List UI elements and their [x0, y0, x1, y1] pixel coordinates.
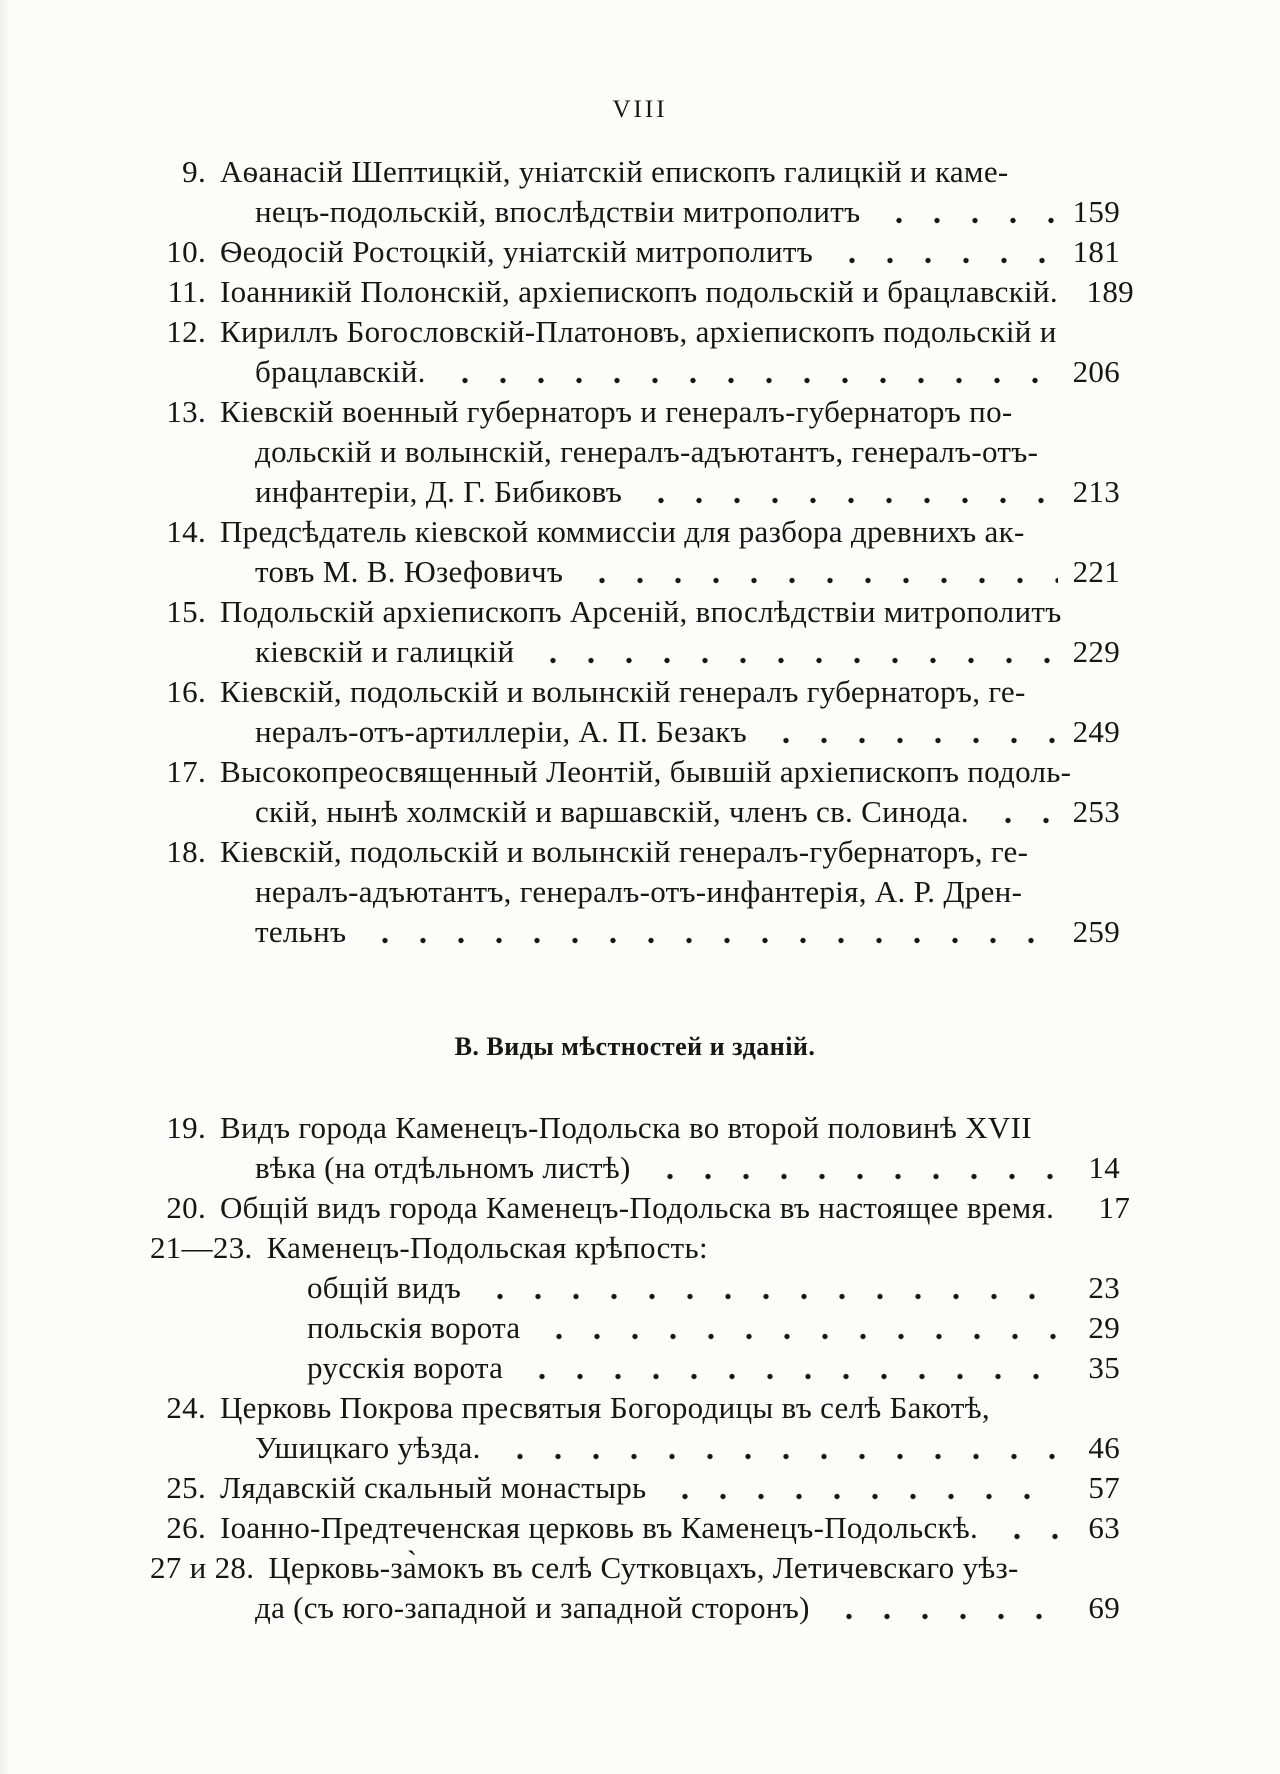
entry-page-number: 206 — [1072, 354, 1120, 389]
toc-line — [150, 632, 1120, 672]
toc-line — [150, 352, 1120, 392]
entry-text: инфантеріи, Д. Г. Бибиковъ — [255, 474, 623, 509]
entry-text: дольскій и волынскій, генералъ-адъютантъ, генералъ-отъ- — [255, 434, 1039, 469]
toc-entry — [150, 672, 1120, 752]
entry-page-number: 159 — [1072, 194, 1120, 229]
dot-leader — [983, 792, 1058, 832]
entry-text: Ушицкаго уѣзда. — [255, 1430, 481, 1465]
entry-text: Подольскій архіепископъ Арсеній, впослѣдствіи митрополитъ — [220, 594, 1062, 629]
toc-line — [150, 312, 1120, 352]
dot-leader — [360, 912, 1058, 952]
entry-text: да (съ юго-западной и западной сторонъ) — [255, 1590, 810, 1625]
toc-entry — [150, 1548, 1120, 1628]
entry-page-number: 249 — [1072, 714, 1120, 749]
dot-leader — [517, 1348, 1058, 1388]
toc-entry — [150, 1388, 1120, 1468]
dot-leader — [495, 1428, 1058, 1468]
dot-leader — [636, 472, 1058, 512]
toc-entry — [150, 1228, 1120, 1268]
entry-text: Высокопреосвященный Леонтій, бывшій архіепископъ подоль- — [220, 754, 1072, 789]
entry-text: Церковь Покрова пресвятыя Богородицы въ селѣ Бакотѣ, — [220, 1390, 990, 1425]
toc-entry — [150, 1308, 1120, 1348]
toc-entry — [150, 592, 1120, 672]
entry-page-number: 14 — [1088, 1150, 1120, 1185]
dot-leader — [761, 712, 1058, 752]
toc-entry — [150, 392, 1120, 512]
entry-text: тельнъ — [255, 914, 347, 949]
entry-number: 26. — [166, 1510, 206, 1545]
toc-line — [150, 712, 1120, 752]
toc-entry — [150, 1268, 1120, 1308]
entry-text: общій видъ — [307, 1270, 462, 1305]
entry-number: 15. — [166, 594, 206, 629]
entry-text: брацлавскій. — [255, 354, 426, 389]
toc-entry — [150, 272, 1134, 312]
entry-page-number: 253 — [1072, 794, 1120, 829]
entry-text: кіевскій и галицкій — [255, 634, 515, 669]
toc-line — [150, 1268, 1120, 1308]
entry-text: Кириллъ Богословскій-Платоновъ, архіепископъ подольскій и — [220, 314, 1057, 349]
toc-entry — [150, 832, 1120, 952]
toc-line — [150, 1468, 1120, 1508]
toc-line — [150, 432, 1120, 472]
dot-leader — [660, 1468, 1058, 1508]
entry-number: 27 и 28. — [150, 1550, 255, 1585]
toc-line — [150, 1228, 1120, 1268]
entry-text: Іоанно-Предтеченская церковь въ Каменецъ-Подольскѣ. — [220, 1510, 979, 1545]
entry-text: русскія ворота — [307, 1350, 504, 1385]
entry-number: 25. — [166, 1470, 206, 1505]
toc-section-views — [150, 1108, 1131, 1628]
toc-line — [150, 1588, 1120, 1628]
entry-text: Общій видъ города Каменецъ-Подольска въ настоящее время. — [220, 1190, 1055, 1225]
toc-section-portraits — [150, 152, 1134, 952]
entry-page-number: 17 — [1098, 1190, 1131, 1225]
dot-leader — [475, 1268, 1058, 1308]
entry-number: 11. — [167, 274, 206, 309]
entry-text: Каменецъ-Подольская крѣпость: — [266, 1230, 708, 1265]
toc-line — [150, 152, 1120, 192]
entry-text: Кіевскій военный губернаторъ и генералъ-губернаторъ по- — [220, 394, 1013, 429]
entry-number: 9. — [182, 154, 206, 189]
entry-text: Кіевскій, подольскій и волынскій генералъ-губернаторъ, ге- — [220, 834, 1029, 869]
toc-line — [150, 1508, 1120, 1548]
entry-page-number: 46 — [1088, 1430, 1120, 1465]
toc-entry — [150, 1188, 1131, 1228]
toc-line — [150, 392, 1120, 432]
entry-number: 18. — [166, 834, 206, 869]
entry-page-number: 35 — [1088, 1350, 1120, 1385]
toc-line — [150, 1188, 1131, 1228]
entry-page-number: 181 — [1072, 234, 1120, 269]
toc-line — [150, 592, 1120, 632]
toc-entry — [150, 1348, 1120, 1388]
entry-text: нералъ-отъ-артиллеріи, А. П. Безакъ — [255, 714, 747, 749]
entry-number: 17. — [166, 754, 206, 789]
entry-text: вѣка (на отдѣльномъ листѣ) — [255, 1150, 631, 1185]
entry-text: нецъ-подольскій, впослѣдствіи митрополитъ — [255, 194, 861, 229]
toc-entry — [150, 512, 1120, 592]
entry-text: скій, нынѣ холмскій и варшавскій, членъ св. Синода. — [255, 794, 969, 829]
dot-leader — [992, 1508, 1058, 1548]
entry-page-number: 221 — [1072, 554, 1120, 589]
dot-leader — [827, 232, 1058, 272]
entry-number: 21—23. — [150, 1230, 253, 1265]
dot-leader — [440, 352, 1058, 392]
toc-line — [150, 1148, 1120, 1188]
entry-page-number: 29 — [1088, 1310, 1120, 1345]
toc-line — [150, 832, 1120, 872]
entry-text: нералъ-адъютантъ, генералъ-отъ-инфантерія, А. Р. Дрен- — [255, 874, 1023, 909]
toc-line — [150, 552, 1120, 592]
toc-entry — [150, 752, 1120, 832]
entry-text: Кіевскій, подольскій и волынскій генералъ губернаторъ, ге- — [220, 674, 1026, 709]
entry-page-number: 259 — [1072, 914, 1120, 949]
toc-line — [150, 472, 1120, 512]
dot-leader — [645, 1148, 1058, 1188]
toc-entry — [150, 312, 1120, 392]
dot-leader — [824, 1588, 1058, 1628]
toc-line — [150, 672, 1120, 712]
entry-number: 16. — [166, 674, 206, 709]
dot-leader — [528, 632, 1058, 672]
entry-page-number: 23 — [1088, 1270, 1120, 1305]
entry-number: 20. — [166, 1190, 206, 1225]
entry-text: товъ М. В. Юзефовичъ — [255, 554, 564, 589]
toc-line — [150, 512, 1120, 552]
toc-entry — [150, 1108, 1120, 1188]
entry-page-number: 57 — [1088, 1470, 1120, 1505]
entry-text: Аѳанасій Шептицкій, уніатскій епископъ галицкій и каме- — [220, 154, 1009, 189]
toc-entry — [150, 1468, 1120, 1508]
toc-line — [150, 232, 1120, 272]
entry-page-number: 189 — [1086, 274, 1134, 309]
toc-line — [150, 1428, 1120, 1468]
entry-number: 24. — [166, 1390, 206, 1425]
toc-line — [150, 1308, 1120, 1348]
toc-line — [150, 912, 1120, 952]
entry-text: Іоанникій Полонскій, архіепископъ подольскій и брацлавскій. — [220, 274, 1058, 309]
toc-line — [150, 272, 1134, 312]
page-number-roman: VIII — [612, 96, 668, 123]
entry-number: 12. — [166, 314, 206, 349]
toc-line — [150, 1108, 1120, 1148]
entry-number: 13. — [166, 394, 206, 429]
entry-text: Ѳеодосій Ростоцкій, уніатскій митрополитъ — [220, 234, 814, 269]
entry-text: Церковь-за̀мокъ въ селѣ Сутковцахъ, Летичевскаго уѣз- — [268, 1550, 1019, 1585]
entry-text: Видъ города Каменецъ-Подольска во второй половинѣ XVII — [220, 1110, 1032, 1145]
entry-number: 10. — [166, 234, 206, 269]
dot-leader — [534, 1308, 1058, 1348]
entry-page-number: 63 — [1088, 1510, 1120, 1545]
toc-line — [150, 872, 1120, 912]
entry-text: Предсѣдатель кіевской коммиссіи для разбора древнихъ ак- — [220, 514, 1025, 549]
toc-line — [150, 792, 1120, 832]
entry-text: польскія ворота — [307, 1310, 521, 1345]
toc-line — [150, 192, 1120, 232]
dot-leader — [577, 552, 1058, 592]
toc-entry — [150, 232, 1120, 272]
entry-number: 14. — [166, 514, 206, 549]
toc-line — [150, 752, 1120, 792]
toc-line — [150, 1348, 1120, 1388]
entry-text: Лядавскій скальный монастырь — [220, 1470, 647, 1505]
toc-line — [150, 1388, 1120, 1428]
entry-page-number: 69 — [1088, 1590, 1120, 1625]
section-b-title: В. Виды мѣстностей и зданій. — [454, 1032, 816, 1061]
entry-number: 19. — [166, 1110, 206, 1145]
entry-page-number: 213 — [1072, 474, 1120, 509]
toc-line — [150, 1548, 1120, 1588]
entry-page-number: 229 — [1072, 634, 1120, 669]
toc-entry — [150, 152, 1120, 232]
dot-leader — [874, 192, 1058, 232]
toc-entry — [150, 1508, 1120, 1548]
